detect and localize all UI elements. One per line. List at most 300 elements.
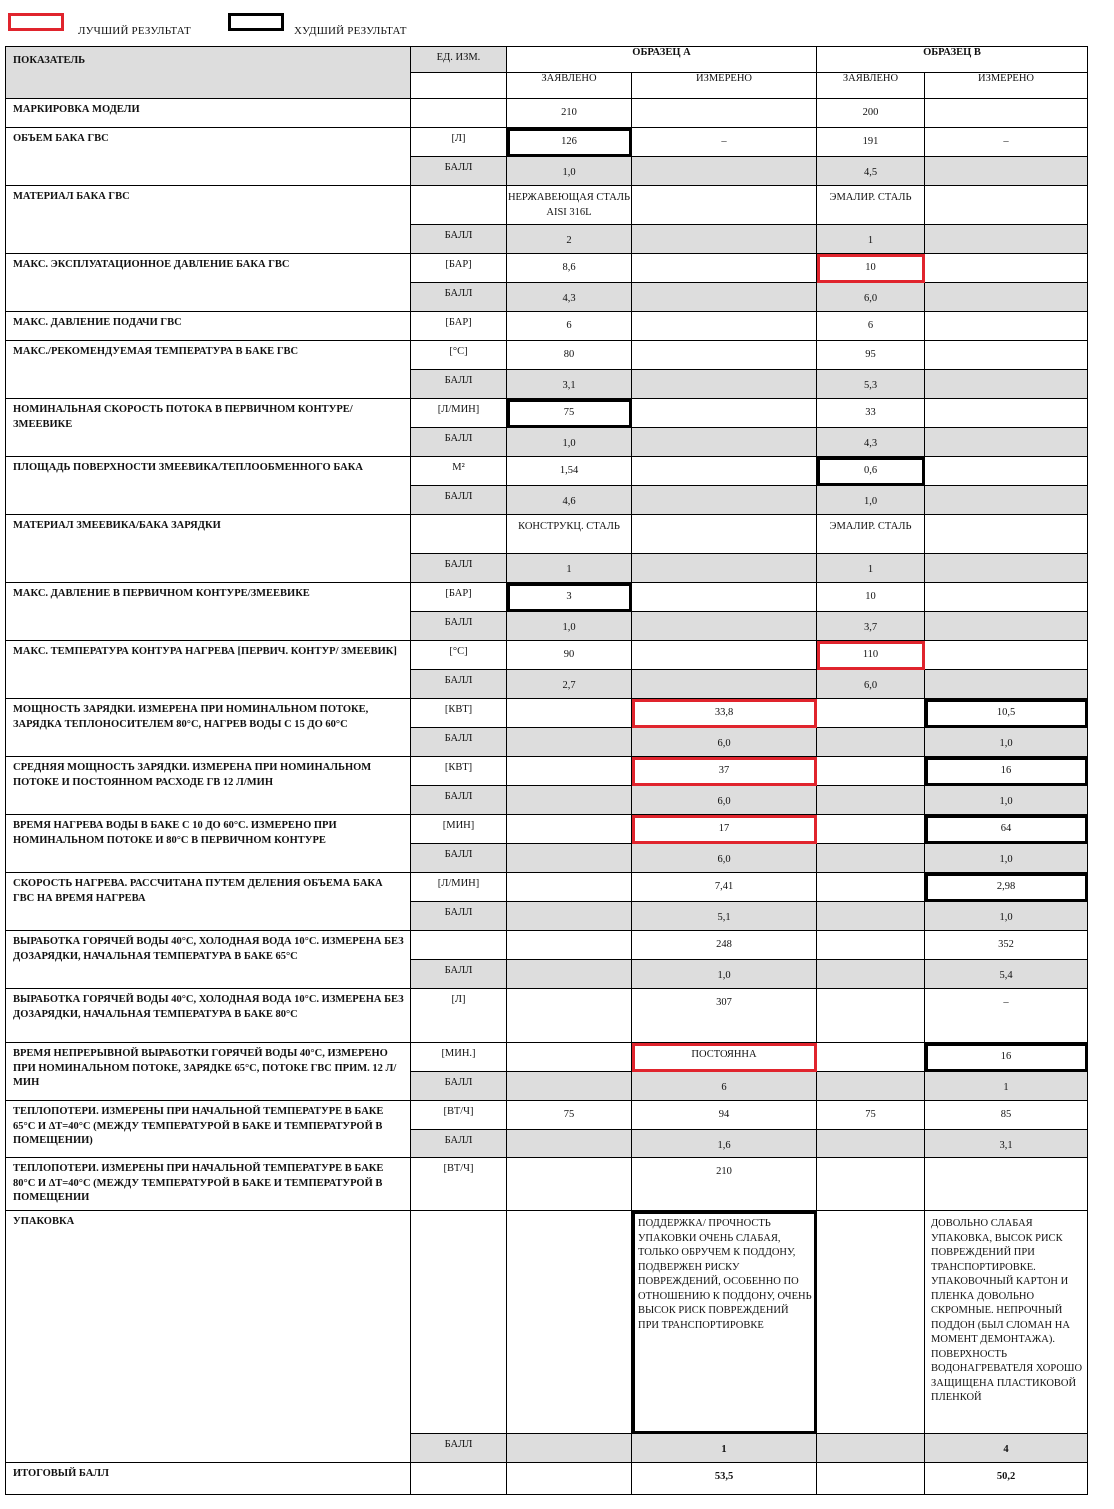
value-cell-a-meas [632, 960, 817, 989]
value-text [632, 554, 816, 562]
value-cell-a-decl [507, 254, 632, 283]
unit-cell: [БАР] [411, 583, 507, 612]
value-text [925, 186, 1087, 192]
value-text: ДОВОЛЬНО СЛАБАЯ УПАКОВКА, ВЫСОК РИСК ПОВРЕЖДЕНИЙ ПРИ ТРАНСПОРТИРОВКЕ. УПАКОВОЧНЫЙ КАРТОН И ПЛЕНКА ДОВОЛЬНО СКРОМНЫЕ. НЕПРОЧНЫЙ ПОДДОН (БЫЛ СЛОМАН НА МОМЕНТ ДЕМОНТАЖА). ПОВЕРХНОСТЬ ВОДОНАГРЕВАТЕЛЯ ХОРОШО ЗАЩИЩЕНА ПЛАСТИКОВОЙ ПЛЕНКОЙ [931, 1218, 1083, 1403]
value-text: 110 [862, 649, 879, 660]
value-cell-b-meas [925, 225, 1088, 254]
value-cell-a-decl [507, 641, 632, 670]
value-cell-b-meas [925, 670, 1088, 699]
value-cell-a-meas [632, 670, 817, 699]
value-text: 1 [1003, 1082, 1009, 1093]
value-text: 75 [563, 407, 575, 418]
value-text: 248 [716, 939, 732, 950]
value-text: 1,0 [863, 496, 878, 507]
value-text [817, 1072, 924, 1080]
unit-cell [411, 1463, 507, 1495]
value-cell-a-meas [632, 99, 817, 128]
value-text [507, 699, 631, 705]
value-cell-b-meas [925, 1434, 1088, 1463]
worst-result-swatch [228, 13, 284, 31]
value-cell-a-decl [507, 457, 632, 486]
row-label: МАКС. ДАВЛЕНИЕ В ПЕРВИЧНОМ КОНТУРЕ/ЗМЕЕВИКЕ [6, 583, 411, 641]
value-text [817, 1130, 924, 1138]
value-text: ПОДДЕРЖКА/ ПРОЧНОСТЬ УПАКОВКИ ОЧЕНЬ СЛАБАЯ, ТОЛЬКО ОБРУЧЕМ К ПОДДОНУ, ПОДВЕРЖЕН РИСКУ ПОВРЕЖДЕНИЙ, ОСОБЕННО ПО ОТНОШЕНИЮ К ПОДДОНУ, ОЧЕНЬ ВЫСОК РИСК ПОВРЕЖДЕНИЙ ПРИ ТРАНСПОРТИРОВКЕ [638, 1218, 812, 1331]
value-text [632, 583, 816, 589]
value-text [817, 1463, 924, 1469]
unit-cell: [КВТ] [411, 699, 507, 728]
value-cell-b-meas [925, 989, 1088, 1043]
unit-cell: БАЛЛ [411, 1130, 507, 1158]
value-text [632, 486, 816, 494]
value-cell-b-meas [925, 612, 1088, 641]
best-result-label: ЛУЧШИЙ РЕЗУЛЬТАТ [78, 25, 191, 37]
value-cell-b-decl [817, 157, 925, 186]
value-cell-b-decl [817, 612, 925, 641]
value-text: 6 [721, 1082, 727, 1093]
value-cell-a-meas [632, 786, 817, 815]
value-cell-b-decl [817, 1158, 925, 1211]
value-text: 5,4 [999, 970, 1013, 981]
table-row [6, 341, 1088, 370]
value-cell-a-meas [632, 612, 817, 641]
value-text [632, 99, 816, 105]
table-row [6, 815, 1088, 844]
value-text [925, 554, 1087, 562]
value-text: 50,2 [996, 1471, 1016, 1482]
unit-cell: [КВТ] [411, 757, 507, 786]
table-row [6, 254, 1088, 283]
table-row [6, 873, 1088, 902]
value-cell-a-meas [632, 815, 817, 844]
value-text [925, 225, 1087, 233]
unit-cell: [°C] [411, 641, 507, 670]
unit-cell: БАЛЛ [411, 283, 507, 312]
value-cell-b-decl [817, 641, 925, 670]
value-text [632, 399, 816, 405]
value-text: 126 [561, 136, 577, 147]
value-text: 1 [566, 564, 572, 575]
value-cell-a-decl [507, 428, 632, 457]
value-cell-a-decl [507, 1434, 632, 1463]
value-cell-a-decl [507, 1101, 632, 1130]
value-cell-a-decl [507, 128, 632, 157]
unit-cell: БАЛЛ [411, 902, 507, 931]
value-text: 2,7 [562, 680, 576, 691]
value-cell-b-meas [925, 699, 1088, 728]
value-text: 1,0 [999, 912, 1013, 923]
value-cell-b-decl [817, 728, 925, 757]
value-cell-b-meas [925, 370, 1088, 399]
value-text: 2,98 [996, 881, 1016, 892]
value-text: 64 [1000, 823, 1012, 834]
value-text: 1 [867, 564, 874, 575]
value-text: 4,3 [562, 293, 576, 304]
value-cell-b-decl [817, 931, 925, 960]
unit-cell: [БАР] [411, 254, 507, 283]
table-row [6, 399, 1088, 428]
value-cell-b-decl [817, 399, 925, 428]
value-text: 75 [865, 1109, 876, 1120]
value-text: – [1003, 997, 1009, 1008]
value-text [507, 1130, 631, 1138]
value-text: 1,0 [999, 738, 1013, 749]
value-cell-b-meas [925, 186, 1088, 225]
value-text [925, 283, 1087, 291]
value-text [925, 612, 1087, 620]
value-text [632, 283, 816, 291]
value-text [632, 457, 816, 463]
value-text [632, 370, 816, 378]
value-cell-b-decl [817, 670, 925, 699]
value-cell-a-meas [632, 583, 817, 612]
value-cell-b-meas [925, 341, 1088, 370]
value-cell-a-decl [507, 612, 632, 641]
value-text: 1,54 [559, 465, 579, 476]
value-text [925, 399, 1087, 405]
unit-cell: [ВТ/Ч] [411, 1158, 507, 1211]
value-text: 80 [563, 349, 575, 360]
unit-cell: БАЛЛ [411, 960, 507, 989]
value-cell-b-meas [925, 583, 1088, 612]
value-text [817, 873, 924, 879]
value-text: 90 [563, 649, 575, 660]
value-cell-a-meas [632, 341, 817, 370]
value-cell-a-decl [507, 1130, 632, 1158]
value-text [925, 670, 1087, 678]
value-cell-a-decl [507, 873, 632, 902]
value-text [817, 989, 924, 995]
value-cell-b-decl [817, 428, 925, 457]
table-row [6, 1043, 1088, 1072]
value-cell-b-meas [925, 254, 1088, 283]
value-text: 200 [862, 107, 879, 118]
value-text [925, 641, 1087, 647]
value-cell-b-decl [817, 128, 925, 157]
table-row [6, 457, 1088, 486]
value-text [817, 902, 924, 910]
value-text: 1 [721, 1444, 727, 1455]
value-cell-b-meas [925, 457, 1088, 486]
value-cell-b-decl [817, 1463, 925, 1495]
value-text [632, 312, 816, 318]
value-cell-b-meas [925, 157, 1088, 186]
value-text: 1,6 [717, 1140, 731, 1151]
value-text [817, 728, 924, 736]
row-label: МАКС./РЕКОМЕНДУЕМАЯ ТЕМПЕРАТУРА В БАКЕ ГВС [6, 341, 411, 399]
value-cell-b-decl [817, 186, 925, 225]
value-text: 6,0 [863, 293, 878, 304]
value-cell-b-decl [817, 786, 925, 815]
value-cell-a-decl [507, 989, 632, 1043]
table-row [6, 1101, 1088, 1130]
unit-cell: БАЛЛ [411, 1072, 507, 1101]
value-cell-a-meas [632, 254, 817, 283]
value-text: 4,5 [863, 167, 878, 178]
value-cell-a-decl [507, 728, 632, 757]
value-text [925, 370, 1087, 378]
value-text: 6,0 [863, 680, 878, 691]
value-cell-b-decl [817, 699, 925, 728]
table-row [6, 641, 1088, 670]
value-text: 3,7 [863, 622, 878, 633]
unit-cell: [МИН] [411, 815, 507, 844]
value-text: КОНСТРУКЦ. СТАЛЬ [518, 521, 620, 532]
value-text [507, 1072, 631, 1080]
value-cell-b-decl [817, 1101, 925, 1130]
value-cell-a-decl [507, 283, 632, 312]
value-text: 3,1 [562, 380, 576, 391]
value-cell-b-meas [925, 786, 1088, 815]
table-body [6, 47, 1088, 1495]
value-cell-b-meas [925, 128, 1088, 157]
value-cell-b-meas [925, 399, 1088, 428]
value-text: ПОСТОЯННА [691, 1049, 757, 1060]
value-cell-b-decl [817, 225, 925, 254]
unit-cell: БАЛЛ [411, 844, 507, 873]
value-text: 1,0 [717, 970, 731, 981]
a-declared-header: ЗАЯВЛЕНО [507, 73, 632, 99]
unit-cell: БАЛЛ [411, 486, 507, 515]
unit-cell: [Л/МИН] [411, 399, 507, 428]
value-text: 4 [1003, 1444, 1009, 1455]
value-cell-a-decl [507, 902, 632, 931]
value-text: 1,0 [562, 167, 576, 178]
table-row [6, 312, 1088, 341]
value-cell-b-meas [925, 1463, 1088, 1495]
value-text [817, 815, 924, 821]
value-text [925, 583, 1087, 589]
value-cell-b-meas [925, 1072, 1088, 1101]
indicator-header: ПОКАЗАТЕЛЬ [6, 47, 411, 99]
value-text [507, 931, 631, 937]
value-cell-b-meas [925, 428, 1088, 457]
value-cell-a-meas [632, 1463, 817, 1495]
value-cell-a-meas [632, 157, 817, 186]
value-text [507, 1434, 631, 1442]
value-cell-a-decl [507, 157, 632, 186]
value-cell-a-meas [632, 757, 817, 786]
value-cell-a-decl [507, 931, 632, 960]
value-text [632, 428, 816, 436]
value-text: 37 [718, 765, 730, 776]
value-text [925, 254, 1087, 260]
value-cell-b-meas [925, 486, 1088, 515]
value-text: 1,0 [562, 438, 576, 449]
table-row [6, 931, 1088, 960]
value-text [507, 1211, 631, 1217]
unit-subheader [411, 73, 507, 99]
value-cell-b-decl [817, 902, 925, 931]
table-row [6, 699, 1088, 728]
value-cell-b-meas [925, 1211, 1088, 1434]
value-cell-a-meas [632, 457, 817, 486]
value-cell-b-meas [925, 283, 1088, 312]
table-row [6, 515, 1088, 554]
value-text: 191 [862, 136, 879, 147]
value-text: 17 [718, 823, 730, 834]
value-text: 95 [865, 349, 876, 360]
value-text [507, 786, 631, 794]
value-text: НЕРЖАВЕЮЩАЯ СТАЛЬ AISI 316L [507, 192, 631, 218]
a-measured-header: ИЗМЕРЕНО [632, 73, 817, 99]
value-text [632, 225, 816, 233]
value-cell-a-meas [632, 554, 817, 583]
row-label: ПЛОЩАДЬ ПОВЕРХНОСТИ ЗМЕЕВИКА/ТЕПЛООБМЕННОГО БАКА [6, 457, 411, 515]
value-text: – [721, 136, 727, 147]
value-text: 0,6 [863, 465, 878, 476]
value-cell-a-decl [507, 583, 632, 612]
value-cell-a-decl [507, 844, 632, 873]
value-text: 10 [865, 262, 876, 273]
value-cell-a-decl [507, 515, 632, 554]
sample-b-header: ОБРАЗЕЦ В [817, 47, 1088, 73]
value-cell-a-decl [507, 786, 632, 815]
value-cell-a-decl [507, 341, 632, 370]
value-cell-a-meas [632, 1158, 817, 1211]
value-cell-b-decl [817, 312, 925, 341]
worst-result-label: ХУДШИЙ РЕЗУЛЬТАТ [294, 25, 407, 37]
value-text: ЭМАЛИР. СТАЛЬ [829, 192, 912, 203]
value-text: ЭМАЛИР. СТАЛЬ [829, 521, 912, 532]
value-cell-a-meas [632, 1072, 817, 1101]
table-row [6, 1211, 1088, 1434]
row-label: ВРЕМЯ НЕПРЕРЫВНОЙ ВЫРАБОТКИ ГОРЯЧЕЙ ВОДЫ 40°С, ИЗМЕРЕНО ПРИ НОМИНАЛЬНОМ ПОТОКЕ, ЗАРЯДКЕ 65°С, ПОТОКЕ ГВС ПРИМ. 12 Л/МИН [6, 1043, 411, 1101]
value-text: 6,0 [717, 738, 731, 749]
value-cell-b-decl [817, 1130, 925, 1158]
value-cell-b-decl [817, 283, 925, 312]
value-text [925, 515, 1087, 521]
value-cell-b-meas [925, 641, 1088, 670]
value-cell-a-meas [632, 728, 817, 757]
table-row [6, 757, 1088, 786]
legend [8, 12, 508, 36]
unit-cell: БАЛЛ [411, 554, 507, 583]
table-row [6, 128, 1088, 157]
value-cell-b-decl [817, 486, 925, 515]
row-label: ТЕПЛОПОТЕРИ. ИЗМЕРЕНЫ ПРИ НАЧАЛЬНОЙ ТЕМПЕРАТУРЕ В БАКЕ 65°С И ΔТ=40°С (МЕЖДУ ТЕМПЕРАТУРОЙ В БАКЕ И ТЕМПЕРАТУРОЙ В ПОМЕЩЕНИИ) [6, 1101, 411, 1158]
value-cell-a-meas [632, 186, 817, 225]
value-text [925, 486, 1087, 494]
value-cell-a-meas [632, 283, 817, 312]
value-cell-a-meas [632, 515, 817, 554]
unit-cell [411, 186, 507, 225]
value-cell-b-meas [925, 99, 1088, 128]
value-cell-a-meas [632, 428, 817, 457]
value-text: 4,3 [863, 438, 878, 449]
unit-cell [411, 931, 507, 960]
value-cell-a-meas [632, 931, 817, 960]
value-text [507, 960, 631, 968]
b-measured-header: ИЗМЕРЕНО [925, 73, 1088, 99]
value-text [632, 670, 816, 678]
unit-cell: БАЛЛ [411, 225, 507, 254]
row-label: МАКС. ЭКСПЛУАТАЦИОННОЕ ДАВЛЕНИЕ БАКА ГВС [6, 254, 411, 312]
value-text [817, 844, 924, 852]
comparison-table [5, 46, 1088, 1495]
value-text [632, 515, 816, 521]
table-row [6, 99, 1088, 128]
value-text [632, 157, 816, 165]
value-text: 6 [566, 320, 572, 331]
unit-cell: [МИН.] [411, 1043, 507, 1072]
value-cell-a-decl [507, 699, 632, 728]
value-cell-b-decl [817, 873, 925, 902]
value-cell-b-decl [817, 1434, 925, 1463]
value-text [817, 931, 924, 937]
value-text: 4,6 [562, 496, 576, 507]
value-text [507, 1463, 631, 1469]
value-cell-a-decl [507, 486, 632, 515]
value-text: 2 [566, 235, 572, 246]
value-cell-a-meas [632, 902, 817, 931]
value-text: – [1003, 136, 1009, 147]
value-cell-b-decl [817, 844, 925, 873]
value-cell-b-meas [925, 728, 1088, 757]
row-label: СКОРОСТЬ НАГРЕВА. РАССЧИТАНА ПУТЕМ ДЕЛЕНИЯ ОБЪЕМА БАКА ГВС НА ВРЕМЯ НАГРЕВА [6, 873, 411, 931]
value-text: 3,1 [999, 1140, 1013, 1151]
value-text [925, 312, 1087, 318]
value-cell-b-meas [925, 815, 1088, 844]
value-cell-b-decl [817, 583, 925, 612]
best-result-swatch [8, 13, 64, 31]
value-text [632, 254, 816, 260]
row-label: ИТОГОВЫЙ БАЛЛ [6, 1463, 411, 1495]
value-cell-a-decl [507, 1072, 632, 1101]
table-row [6, 1463, 1088, 1495]
value-cell-a-meas [632, 989, 817, 1043]
unit-cell: БАЛЛ [411, 370, 507, 399]
value-cell-b-decl [817, 757, 925, 786]
value-cell-b-meas [925, 931, 1088, 960]
row-label: МАТЕРИАЛ ЗМЕЕВИКА/БАКА ЗАРЯДКИ [6, 515, 411, 583]
value-cell-a-meas [632, 1130, 817, 1158]
value-cell-b-decl [817, 254, 925, 283]
value-cell-a-meas [632, 1434, 817, 1463]
row-label: ВЫРАБОТКА ГОРЯЧЕЙ ВОДЫ 40°С, ХОЛОДНАЯ ВОДА 10°С. ИЗМЕРЕНА БЕЗ ДОЗАРЯДКИ, НАЧАЛЬНАЯ ТЕМПЕРАТУРА В БАКЕ 80°С [6, 989, 411, 1043]
value-text: 1 [867, 235, 874, 246]
row-label: НОМИНАЛЬНАЯ СКОРОСТЬ ПОТОКА В ПЕРВИЧНОМ КОНТУРЕ/ЗМЕЕВИКЕ [6, 399, 411, 457]
value-text [632, 612, 816, 620]
value-cell-b-meas [925, 1130, 1088, 1158]
value-cell-b-meas [925, 873, 1088, 902]
value-text [507, 1158, 631, 1164]
row-label: МАКС. ТЕМПЕРАТУРА КОНТУРА НАГРЕВА [ПЕРВИЧ. КОНТУР/ ЗМЕЕВИК] [6, 641, 411, 699]
unit-cell: БАЛЛ [411, 1434, 507, 1463]
value-cell-a-decl [507, 99, 632, 128]
value-cell-b-decl [817, 1072, 925, 1101]
value-cell-a-decl [507, 960, 632, 989]
value-text: 210 [716, 1166, 732, 1177]
table-row [6, 989, 1088, 1043]
value-text [925, 341, 1087, 347]
value-cell-a-meas [632, 641, 817, 670]
value-text: 85 [1000, 1109, 1012, 1120]
value-text [507, 1043, 631, 1049]
value-text: 33 [865, 407, 876, 418]
value-text [817, 757, 924, 763]
value-cell-a-meas [632, 1211, 817, 1434]
unit-cell: БАЛЛ [411, 612, 507, 641]
unit-cell [411, 1211, 507, 1434]
unit-cell: [ВТ/Ч] [411, 1101, 507, 1130]
unit-cell: [Л/МИН] [411, 873, 507, 902]
value-text: 6,0 [717, 796, 731, 807]
unit-cell [411, 515, 507, 554]
value-cell-b-decl [817, 99, 925, 128]
value-text [817, 786, 924, 794]
value-text [925, 428, 1087, 436]
value-cell-a-meas [632, 399, 817, 428]
